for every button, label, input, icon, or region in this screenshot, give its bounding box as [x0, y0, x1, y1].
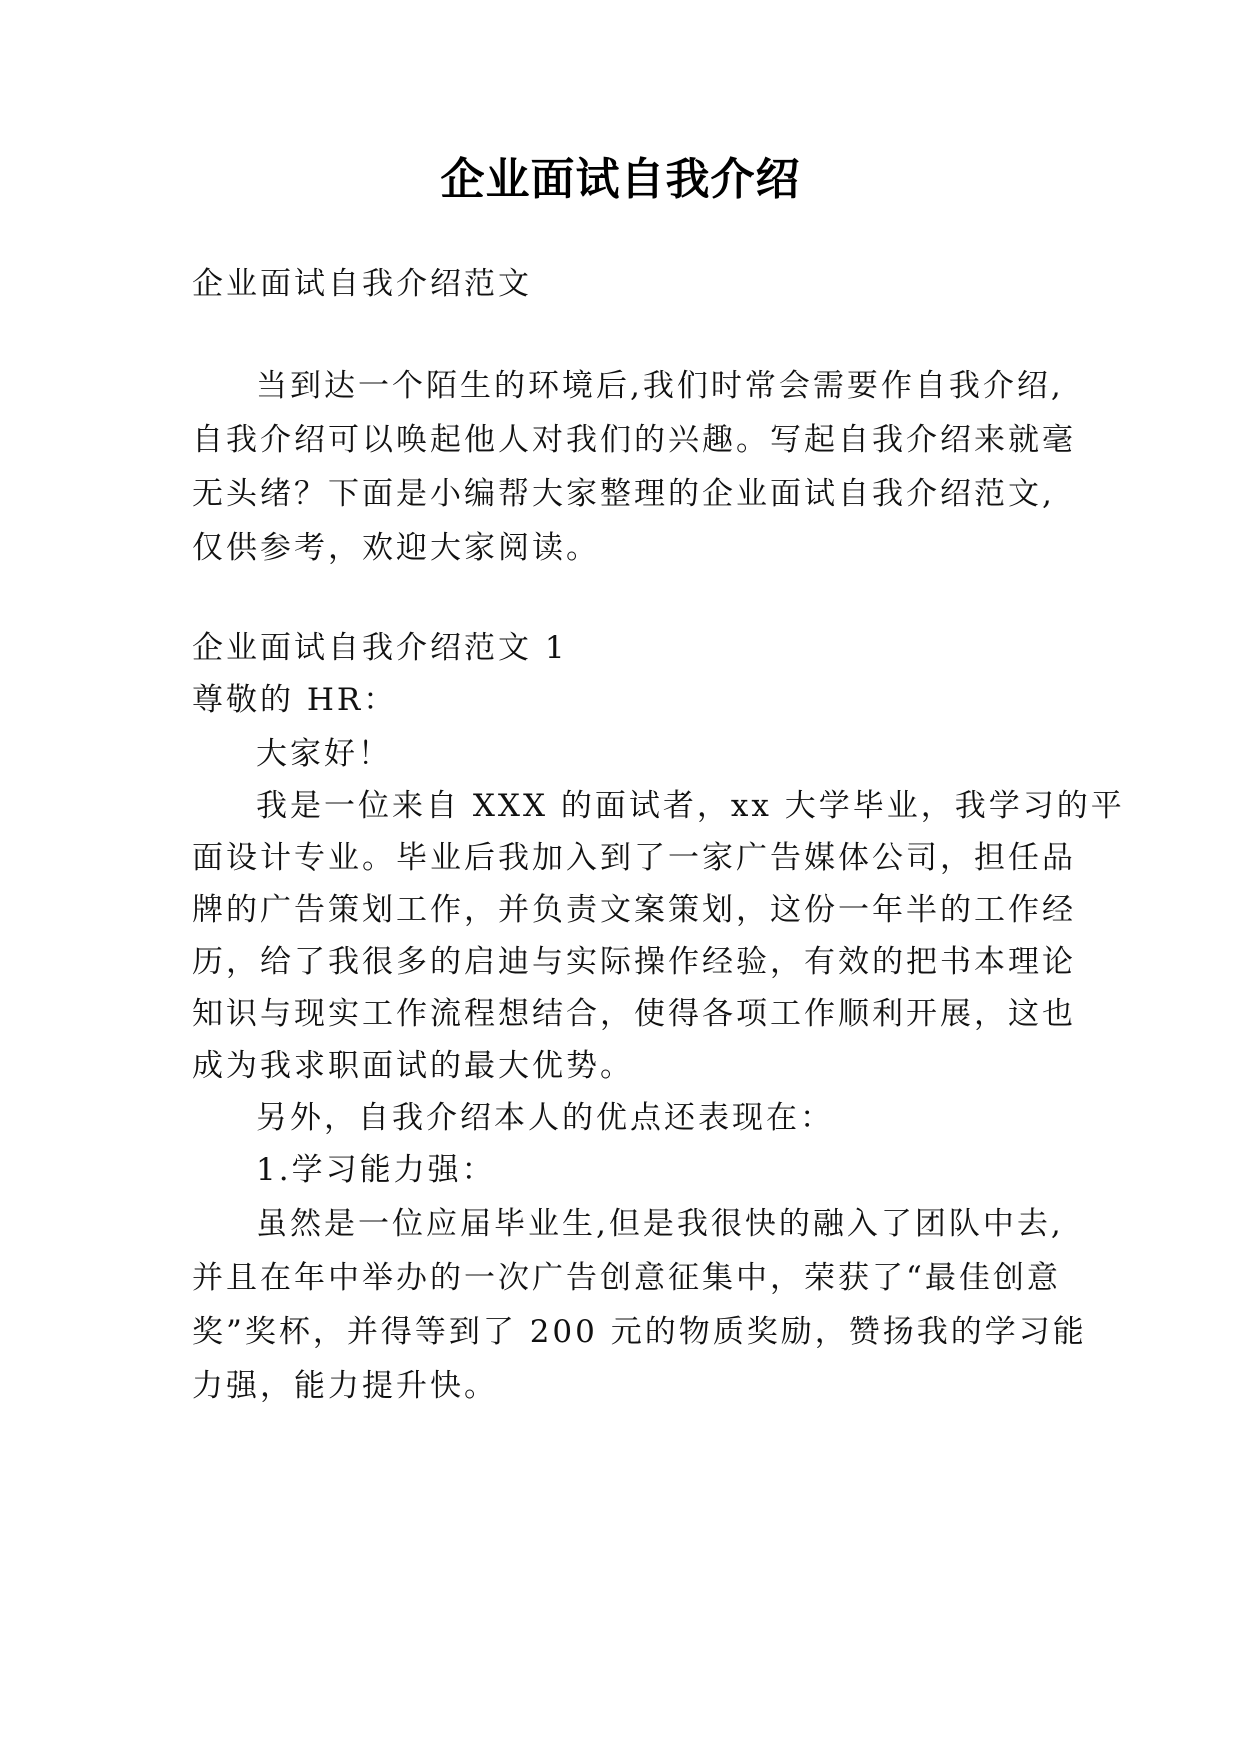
document-title: 企业面试自我介绍: [440, 154, 801, 205]
intro-line: 当到达一个陌生的环境后,我们时常会需要作自我介绍,: [256, 368, 1064, 404]
body-line: 我是一位来自 XXX 的面试者，xx 大学毕业，我学习的平: [256, 788, 1125, 824]
body-line: 历，给了我很多的启迪与实际操作经验，有效的把书本理论: [192, 944, 1076, 980]
list-item-title: 1.学习能力强：: [256, 1152, 496, 1188]
intro-line: 仅供参考，欢迎大家阅读。: [192, 530, 600, 566]
subtitle: 企业面试自我介绍范文: [192, 266, 532, 302]
sample-heading: 企业面试自我介绍范文 1: [192, 630, 568, 666]
body-line: 面设计专业。毕业后我加入到了一家广告媒体公司，担任品: [192, 840, 1076, 876]
intro-line: 无头绪？下面是小编帮大家整理的企业面试自我介绍范文,: [192, 476, 1055, 512]
intro-line: 自我介绍可以唤起他人对我们的兴趣。写起自我介绍来就毫: [192, 422, 1076, 458]
body-line: 力强，能力提升快。: [192, 1368, 498, 1404]
body-line: 牌的广告策划工作，并负责文案策划，这份一年半的工作经: [192, 892, 1076, 928]
body-line: 奖”奖杯，并得等到了 200 元的物质奖励，赞扬我的学习能: [192, 1314, 1087, 1350]
greeting: 大家好！: [256, 736, 392, 772]
body-line: 知识与现实工作流程想结合，使得各项工作顺利开展，这也: [192, 996, 1076, 1032]
body-line: 并且在年中举办的一次广告创意征集中，荣获了“最佳创意: [192, 1260, 1061, 1296]
body-line: 成为我求职面试的最大优势。: [192, 1048, 634, 1084]
salutation: 尊敬的 HR：: [192, 682, 398, 718]
body-line: 虽然是一位应届毕业生,但是我很快的融入了团队中去,: [256, 1206, 1064, 1242]
body-line: 另外，自我介绍本人的优点还表现在：: [256, 1100, 834, 1136]
